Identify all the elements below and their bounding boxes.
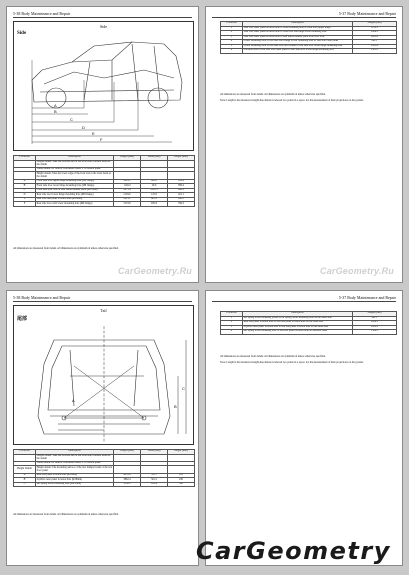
cell-location: 3 [221, 325, 243, 330]
cell-description: Air spring lower mounting hole to rear end panel location hole on different sides [243, 330, 353, 335]
page-header: 5-38 Body Maintenance and Repair [13, 295, 71, 300]
cell-length: 1675.4 [114, 188, 141, 193]
cell-width: 652.4 [141, 482, 168, 487]
cell-description: Location hole of rear side wall outer panel to rear side door lower hinge mounting hole [243, 49, 353, 54]
cell-description: D-pillar outer panel location hole to rear end panel location hole on the same side [243, 325, 353, 330]
cell-location: 2 [221, 31, 243, 36]
cell-width [141, 454, 168, 461]
figure-title: Side [99, 24, 108, 29]
cell-length: 1095.6 [353, 44, 397, 49]
side-dimensions-table [13, 155, 195, 207]
col-length: Length (mm) [353, 22, 397, 27]
side-figure-frame [13, 21, 194, 151]
label-d: D [82, 125, 85, 130]
cell-description: Length datum: Take the forward end of the front side collision beam as the datum [36, 160, 114, 167]
col-locations: Locations [221, 312, 243, 317]
cell-length: 1306.1 [353, 330, 397, 335]
cell-width: 125.6 [141, 193, 168, 198]
cell-description: Height datum: Take the lower edge of the front end of the front beam as the datum [36, 172, 114, 179]
page-header: 5-37 Body Maintenance and Repair [338, 295, 396, 300]
side-body-frame-diagram [14, 22, 195, 152]
header-rule [212, 17, 396, 18]
side-lengths-table [220, 21, 397, 54]
header-rule [13, 17, 192, 18]
page-header: 5-37 Body Maintenance and Repair [338, 11, 396, 16]
cell-location: 6 [221, 49, 243, 54]
col-length: Length (mm) [353, 312, 397, 317]
figure-label: Side [17, 31, 27, 36]
cell-width: 625.5 [141, 197, 168, 202]
table-note: All dimensions are measured from datum. All dimensions are symmetrical unless otherwise specified. [13, 513, 119, 516]
figure-title: Tail [100, 308, 107, 313]
cell-height: 160 [168, 478, 195, 483]
cell-description: Air spring lower mounting hole (Φ9.5mm) [36, 482, 114, 487]
cell-location: Height Datum [14, 466, 36, 473]
cell-description: Air spring lower mounting points to air spring lower mounting hole on the same side [243, 316, 353, 321]
cell-description: Rear end panel location hole (Φ18mm) [36, 473, 114, 478]
tail-figure-frame [13, 305, 194, 445]
col-description: Description [243, 22, 353, 27]
header-rule [212, 301, 396, 302]
cell-height [168, 466, 195, 473]
cell-length: 3862.4 [114, 478, 141, 483]
document-page-tail [6, 290, 199, 566]
cell-height: 590 [168, 482, 195, 487]
cell-description: Side wall outer panel location hole to front door and hinge lower mounting hole [243, 31, 353, 36]
watermark: CarGeometry.Ru [118, 266, 192, 276]
cell-width [141, 466, 168, 473]
cell-width: 531.7 [141, 473, 168, 478]
cell-location [14, 160, 36, 167]
length-note: Note: Length is the measured straight-line distance between two points in a space, not the measurement of their projections on the ground. [220, 99, 364, 102]
cell-location: 1 [221, 316, 243, 321]
cell-length [114, 466, 141, 473]
cell-location: A [14, 473, 36, 478]
cell-location: 3 [221, 35, 243, 40]
col-description: Description [243, 312, 353, 317]
cell-height [168, 160, 195, 167]
length-note: Note: Length is the measured straight-line distance between two points in a space, not the measurement of their projections on the ground. [220, 361, 364, 364]
cell-length: 1303.3 [353, 49, 397, 54]
cell-location: A [14, 179, 36, 184]
cell-length: 1083.8 [353, 35, 397, 40]
cell-location: 4 [221, 330, 243, 335]
cell-description: Lower mounting hole of rear side box latch striker to rear side door lower hinge mounting hole [243, 44, 353, 49]
label-c: C [182, 386, 185, 391]
col-locations: Locations [14, 450, 36, 455]
cell-location: 1 [221, 26, 243, 31]
cell-height: 796.3 [168, 202, 195, 207]
table-note: All dimensions are measured from datum. All dimensions are symmetrical unless otherwise specified. [220, 355, 326, 358]
table-row [14, 202, 195, 207]
cell-width: 635.8 [141, 202, 168, 207]
document-page-tail-lengths [205, 290, 403, 566]
table-note: All dimensions are measured from datum. All dimensions are symmetrical unless otherwise specified. [13, 247, 119, 250]
cell-length: 4031.9 [114, 473, 141, 478]
cell-length: 1132.3 [353, 26, 397, 31]
cell-description: D-pillar outer panel location hole (Φ18mm) [36, 478, 114, 483]
cell-width: -4.95.3 [141, 188, 168, 193]
watermark: CarGeometry.Ru [320, 266, 394, 276]
label-e: E [92, 131, 95, 136]
cell-length [114, 454, 141, 461]
table-row [14, 160, 195, 167]
table-row [14, 466, 195, 473]
cell-height: 161 [168, 473, 195, 478]
cell-location [14, 454, 36, 461]
col-length: Length (mm) [114, 450, 141, 455]
figure-label: 尾部 [17, 317, 28, 322]
cell-width [141, 160, 168, 167]
cell-location: B [14, 478, 36, 483]
cell-length: 1129.0 [114, 184, 141, 189]
cell-length: 861.1 [353, 40, 397, 45]
tail-body-frame-diagram [14, 306, 195, 446]
label-b: B [174, 404, 177, 409]
cell-location: 4 [221, 40, 243, 45]
cell-length: 2129.6 [114, 193, 141, 198]
cell-width: 501.2 [141, 478, 168, 483]
cell-location [14, 172, 36, 179]
cell-height [168, 454, 195, 461]
tail-lengths-table [220, 311, 397, 335]
cell-description: Lower mounting hole of rear side door hinge to rear mounting hole of side wall outer panel [243, 40, 353, 45]
col-width: Width (mm) [141, 156, 168, 161]
cell-description: Side wall outer panel location hole to front mounting hole of front door upper hinge [243, 26, 353, 31]
cell-height: 643.5 [168, 188, 195, 193]
cell-length: 1043.2 [353, 325, 397, 330]
cell-description: Side wall outer panel location hole to side reinforcement plate front door lock [243, 35, 353, 40]
label-c: C [70, 117, 73, 122]
label-f: F [100, 137, 103, 142]
cell-width: 29.6 [141, 184, 168, 189]
cell-length: 3356.5 [114, 482, 141, 487]
cell-description: Rear side door lower hinge mounting hole (M8 flange) [36, 193, 114, 198]
cell-description: Front side door lock of side reinforcement plate (Φ8.5mm) [36, 188, 114, 193]
table-row [14, 482, 195, 487]
watermark-logo: CarGeometry [196, 537, 391, 565]
cell-length: 1069.1 [353, 321, 397, 326]
table-note: All dimensions are measured from datum. All dimensions are symmetrical unless otherwise specified. [220, 93, 326, 96]
cell-description: Height datum: The mounting surface of the rear bumper beam of the rear floor panel [36, 465, 113, 472]
table-row [14, 454, 195, 461]
label-a: A [54, 103, 57, 108]
col-locations: Locations [14, 156, 36, 161]
cell-width: 682.0 [141, 179, 168, 184]
cell-location: F [14, 202, 36, 207]
cell-height [168, 172, 195, 179]
header-rule [13, 301, 192, 302]
col-width: Width (mm) [141, 450, 168, 455]
cell-length [114, 160, 141, 167]
cell-description: Width datum: Its vehicle coordinate center, Y=0 central plane [36, 461, 114, 466]
cell-description: Length datum: Take the forward end of the front side collision beam as the datum [36, 454, 114, 461]
table-row [14, 172, 195, 179]
cell-location: C [14, 188, 36, 193]
cell-description: Rear side box catch lower mounting hole (M6 flange) [36, 202, 114, 207]
col-description: Description [36, 450, 114, 455]
col-height: Height (mm) [168, 450, 195, 455]
cell-description: Front side door upper hinge mounting hole (M8 flange) [36, 179, 114, 184]
cell-description: Rear end panel location hole to rear end panel location hole on the same side [243, 321, 353, 326]
col-length: Length (mm) [114, 156, 141, 161]
col-locations: Locations [221, 22, 243, 27]
label-a: A [72, 398, 75, 403]
cell-length: 1089.1 [353, 31, 397, 36]
cell-location: 2 [221, 321, 243, 326]
cell-length: 3133.6 [114, 202, 141, 207]
cell-width [141, 172, 168, 179]
label-b: B [54, 109, 57, 114]
col-description: Description [36, 156, 114, 161]
table-row [221, 330, 397, 335]
tail-dimensions-table [13, 449, 195, 487]
cell-location: 5 [221, 44, 243, 49]
cell-length [114, 172, 141, 179]
document-page-side [6, 6, 199, 283]
cell-location: B [14, 184, 36, 189]
cell-location: D [14, 193, 36, 198]
cell-height: 421.1 [168, 193, 195, 198]
cell-description: Side wall rear panel location hole (Φ18mm) [36, 197, 114, 202]
cell-location: C [14, 482, 36, 487]
page-header: 5-38 Body Maintenance and Repair [13, 11, 71, 16]
cell-height: 932.9 [168, 179, 195, 184]
table-row [221, 49, 397, 54]
cell-length: 901.1 [353, 316, 397, 321]
col-height: Height (mm) [168, 156, 195, 161]
cell-length: 1091.1 [114, 179, 141, 184]
cell-height: 658.5 [168, 197, 195, 202]
cell-length: 2613.1 [114, 197, 141, 202]
document-page-side-lengths [205, 6, 403, 283]
cell-description: Front side door lower hinge mounting hole (M8 flange) [36, 184, 114, 189]
cell-location: E [14, 197, 36, 202]
cell-description: Width datum: Its vehicle coordinate center, Y=0 central plane [36, 167, 114, 172]
cell-height: 858.4 [168, 184, 195, 189]
